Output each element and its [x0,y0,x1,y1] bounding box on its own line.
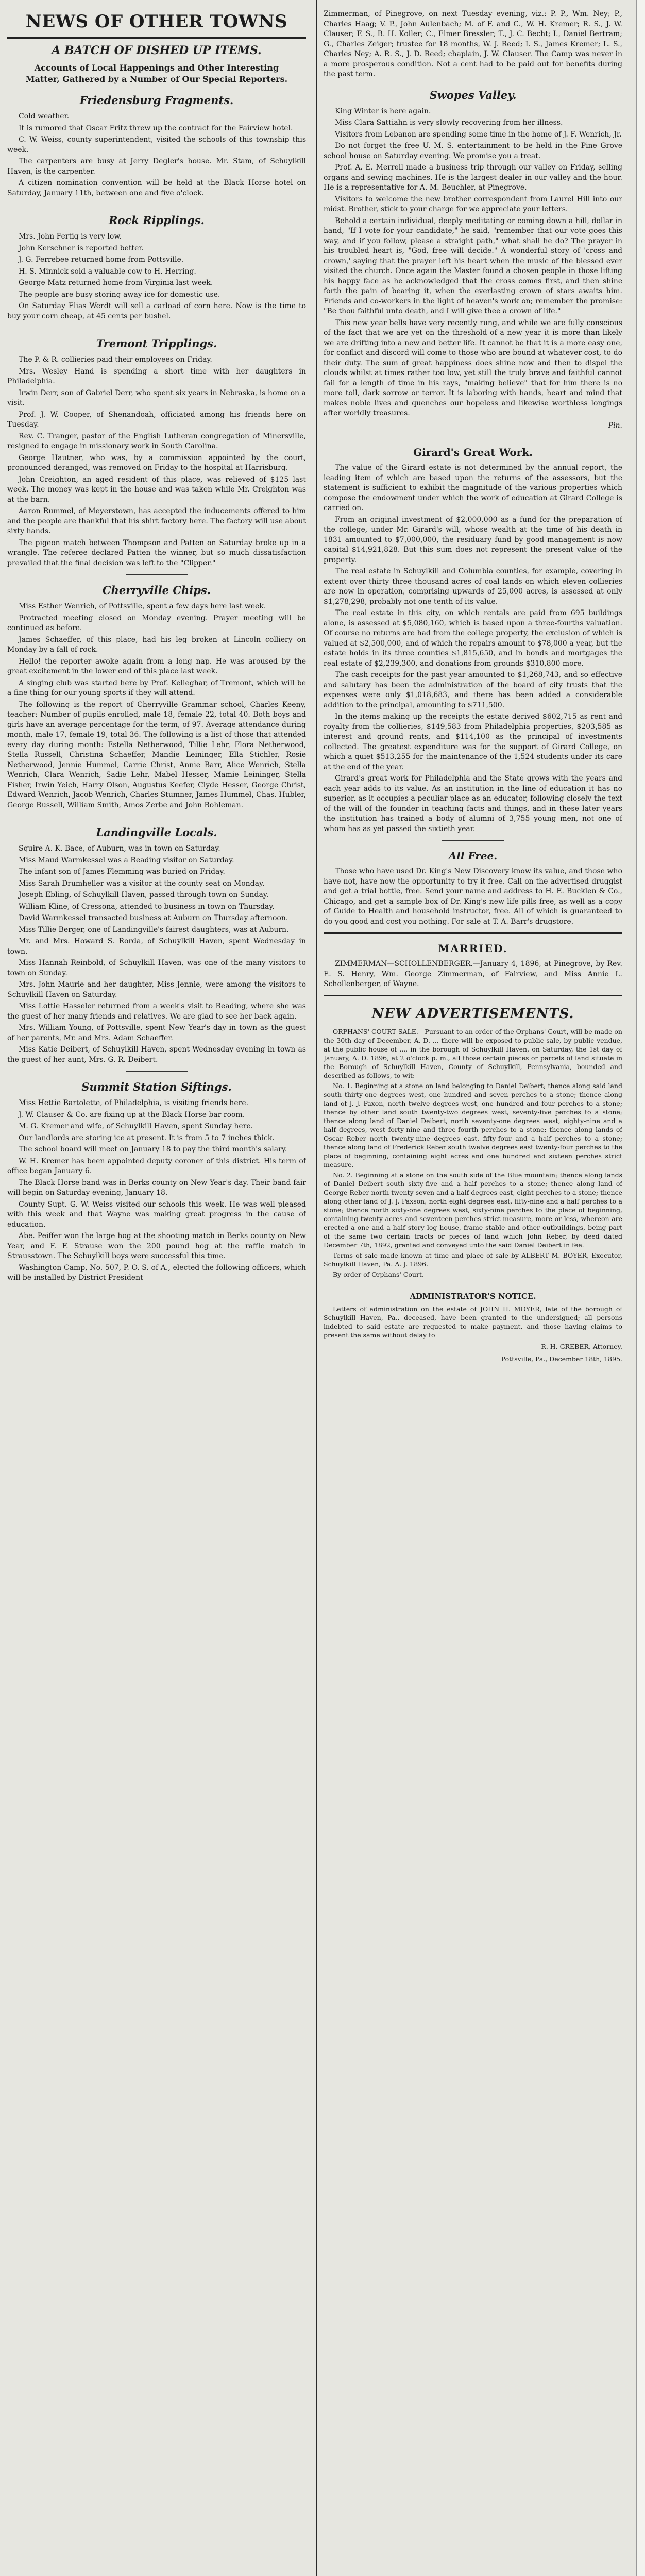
advertisement-paragraph: By order of Orphans' Court. [333,1270,424,1278]
news-item: George Hautner, who was, by a commission appointed by the court, pronounced deranged, was removed on Friday to the hospital at Harrisburg. [7,453,306,472]
article-paragraph: Girard's great work for Philadelphia and the State grows with the years and each year adds to its value. As an institution in the line of education it has no superior, as it occupies a peculiar place as an educator, following closely the text of the will of the founder in teaching facts and things, and in these later years the institution has trained a body of alumni of 3,755 young men, not one of whom has as yet passed the sixtieth year. [324,774,622,833]
swopes-valley-heading: Swopes Valley. [429,88,517,101]
girard-article [324,463,622,834]
news-item: The following is the report of Cherryville Grammar school, Charles Keeny, teacher: Number of pupils enrolled, male 18, female 22, total 40. Both boys and girls have an average percentage for the term, of 97. Average attendance during month, male 17, female 19, total 36. The following is a list of those that attended every day during month: Estella Netherwood, Tillie Lehr, Flora Netherwood, Stella Russell, Christina Schaeffer, Mandie Leininger, Ella Stichler, Rosie Netherwood, Jennie Hummel, Carrie Christ, Annie Barr, Alice Wenrich, Stella Wenrich, Clara Wenrich, Sadie Lehr, Mabel Hesser, Mamie Leininger, Stella Fisher, Irwin Yeich, Harry Olson, Augustus Keefer, Clyde Hesser, George Christ, Edward Wenrich, Jacob Wenrich, Charles Stumner, James Hummel, Chas. Hubler, George Russell, William Smith, Amos Zerbe and John Bohleman. [7,700,306,809]
administrators-notice-text: Letters of administration on the estate of JOHN H. MOYER, late of the borough of Schuylkill Haven, Pa., deceased, have been granted to the undersigned; all persons indebted to said estate are requested to make payment, and those having claims to present the same without delay to [324,1305,622,1339]
article-paragraph: The real estate in this city, on which rentals are paid from 695 buildings alone, is assessed at $5,080,160, which is based upon a three-fourths valuation. Of course no returns are had from the college property, the exclusion of which is valued at $2,500,000, and of which the repairs amount to $78,000 a year, but the estate holds in its three counties $1,815,650, and in bonds and mortgages the real estate of $2,239,300, and donations from grounds $310,800 more. [324,609,622,668]
divider [126,574,188,575]
news-item: William Kline, of Cressona, attended to business in town on Thursday. [19,902,275,911]
advertisement-paragraph: Terms of sale made known at time and place of sale by ALBERT M. BOYER, Executor, Schuylkill Haven, Pa. A. J. 1896. [324,1251,622,1268]
article-paragraph: The cash receipts for the past year amounted to $1,268,743, and so effective and salutary has been the administration of the board of city trusts that the expenses were only $1,018,683, and there has been added a considerable addition to the principal, amounting to $711,500. [324,671,622,709]
news-item: Behold a certain individual, deeply meditating or coming down a hill, dollar in hand, "If I vote for your candidate," he said, "remember that our vote goes this way, and if you follow, please a straight path," what shall he do? The prayer in his troubled heart is, "God, free will decide." A wonderful story of 'cross and crown,' saying that the prayer left his heart when the music of the blessed ever visited the church. Once again the Master found a chosen people in those lifting his happy face as he acknowledged that the cross comes first, and then shine forth the pain of bearing it, when the everlasting crown of stars awaits him. Friends and co-workers in the light of heaven's work on; remember the promise: "Be thou faithful unto death, and I will give thee a crown of life." [324,216,622,315]
news-item: Mrs. John Fertig is very low. [19,232,122,241]
article-paragraph: In the items making up the receipts the estate derived $602,715 as rent and royalty from the collieries, $149,583 from Philadelphia properties, $203,585 as interest and ground rents, and $114,100 as the principal of investments collected. The greatest expenditure was for the support of Girard College, on which a quiet $513,255 for the maintenance of the 1,524 students under its care at the end of the year. [324,713,622,771]
news-item: Irwin Derr, son of Gabriel Derr, who spent six years in Nebraska, is home on a visit. [7,388,306,407]
news-item: Squire A. K. Bace, of Auburn, was in town on Saturday. [19,844,220,853]
news-item: C. W. Weiss, county superintendent, visited the schools of this township this week. [7,135,306,154]
news-item: Joseph Ebling, of Schuylkill Haven, passed through town on Sunday. [19,891,269,899]
news-item: Miss Clara Sattiahn is very slowly recovering from her illness. [335,118,563,127]
new-advertisements-heading: NEW ADVERTISEMENTS. [371,1006,574,1022]
left-column [7,9,306,2576]
married-notice: ZIMMERMAN—SCHOLLENBERGER.—January 4, 1896, at Pinegrove, by Rev. E. S. Henry, Wm. George Zimmerman, of Fairview, and Miss Annie L. Schollenberger, of Wayne. [324,960,622,988]
all-free-text: Those who have used Dr. King's New Discovery know its value, and those who have not, have now the opportunity to try it free. Call on the advertised druggist and get a trial bottle, free. Send your name and address to H. E. Bucklen & Co., Chicago, and get a sample box of Dr. King's new life pills free, as well as a copy of Guide to Health and household instructor, free. All of which is guaranteed to do you good and cost you nothing. For sale at T. A. Barr's drugstore. [324,867,622,926]
news-item: J. W. Clauser & Co. are fixing up at the Black Horse bar room. [19,1110,245,1119]
advertisement-paragraph: ORPHANS' COURT SALE.—Pursuant to an order of the Orphans' Court, will be made on the 30th day of December, A. D. ... there will be exposed to public sale, by public vendue, at the public house of ..., in the borough of Schuylkill Haven, on Saturday, the 1st day of January, A. D. 1896, at 2 o'clock p. m., all those certain pieces or parcels of land situate in the Borough of Schuylkill Haven, County of Schuylkill, Pennsylvania, bounded and described as follows, to wit: [324,1027,622,1079]
news-item: John Kerschner is reported better. [19,244,144,252]
married-heading: MARRIED. [438,942,508,955]
advertisement-paragraph: No. 2. Beginning at a stone on the south side of the Blue mountain; thence along lands of Daniel Deibert south sixty-five and a half perches to a stone; thence along land of George Reber north twenty-seven and a half degrees east, eight perches to a stone; thence along other land of J. J. Paxson, north eight degrees east, fifty-nine and a half perches to a stone; thence north sixty-one degrees west, sixty-nine perches to the place of beginning, containing twenty acres and seventeen perches strict measure, more or less, whereon are erected a one and a half story log house, frame stable and other outbuildings, being part of the same two certain tracts or pieces of land which John Reber, by deed dated December 7th, 1892, granted and conveyed unto the said Daniel Deibert in fee. [324,1171,622,1249]
news-item: It is rumored that Oscar Fritz threw up the contract for the Fairview hotel. [19,124,293,132]
news-item: The people are busy storing away ice for domestic use. [19,290,220,299]
news-item: Our landlords are storing ice at present. It is from 5 to 7 inches thick. [19,1133,275,1142]
news-item: The Black Horse band was in Berks county on New Year's day. Their band fair will begin on Saturday evening, January 18. [7,1178,306,1197]
deck-subheadline: Accounts of Local Happenings and Other Interesting Matter, Gathered by a Number of Our Special Reporters. [25,63,288,84]
news-item: Miss Maud Warmkessel was a Reading visitor on Saturday. [19,856,234,865]
news-item: A citizen nomination convention will be held at the Black Horse hotel on Saturday, January 11th, between one and five o'clock. [7,179,306,197]
news-item: Aaron Rummel, of Meyerstown, has accepted the inducements offered to him and the people are thankful that his shirt factory here. The factory will use about sixty hands. [7,507,306,535]
news-item: David Warmkessel transacted business at Auburn on Thursday afternoon. [19,914,288,922]
section-heading: Tremont Tripplings. [96,337,217,350]
news-item: Miss Hannah Reinbold, of Schuylkill Haven, was one of the many visitors to town on Sunday. [7,959,306,977]
news-item: George Matz returned home from Virginia last week. [19,279,213,287]
section-heading: Landingville Locals. [96,826,217,839]
news-item: The carpenters are busy at Jerry Degler's house. Mr. Stam, of Schuylkill Haven, is the carpenter. [7,157,306,176]
section-heading: Cherryville Chips. [102,584,211,597]
column-rule [316,0,317,2576]
news-item: Mr. and Mrs. Howard S. Rorda, of Schuylkill Haven, spent Wednesday in town. [7,937,306,956]
news-item: Miss Katie Deibert, of Schuylkill Haven, spent Wednesday evening in town as the guest of her aunt, Mrs. G. R. Deibert. [7,1045,306,1064]
article-paragraph: From an original investment of $2,000,000 as a fund for the preparation of the college, under Mr. Girard's will, whose wealth at the time of his death in 1831 amounted to $7,000,000, the residuary fund by good management is now capital $14,921,828. But this sum does not represent the present value of the property. [324,515,622,564]
masthead: NEWS OF OTHER TOWNS [25,11,288,32]
news-item: W. H. Kremer has been appointed deputy coroner of this district. His term of office began January 6. [7,1157,306,1175]
news-item: Miss Hettie Bartolette, of Philadelphia, is visiting friends here. [19,1099,249,1107]
news-item: Prof. J. W. Cooper, of Shenandoah, officiated among his friends here on Tuesday. [7,410,306,429]
news-item: The school board will meet on January 18 to pay the third month's salary. [19,1145,287,1154]
divider [324,932,622,934]
orphans-court-sale [324,1027,622,1279]
news-item: On Saturday Elias Werdt will sell a carload of corn here. Now is the time to buy your corn cheap, at 45 cents per bushel. [7,302,306,320]
news-item: M. G. Kremer and wife, of Schuylkill Haven, spent Sunday here. [19,1122,253,1130]
news-item: John Creighton, an aged resident of this place, was relieved of $125 last week. The money was kept in the house and was taken while Mr. Creighton was at the barn. [7,475,306,504]
news-item: Miss Lottie Hasseler returned from a week's visit to Reading, where she was the guest of her many friends and relatives. We are glad to see her back again. [7,1002,306,1021]
news-item: Miss Tillie Berger, one of Landingville's fairest daughters, was at Auburn. [19,925,289,934]
news-item: Abe. Peiffer won the large hog at the shooting match in Berks county on New Year, and F. F. Strause won the 200 pound hog at the raffle match in Strausstown. The Schuylkill boys were successful this time. [7,1232,306,1260]
divider [126,1071,188,1072]
advertisement-paragraph: No. 1. Beginning at a stone on land belonging to Daniel Deibert; thence along said land south thirty-one degrees west, one hundred and seven perches to a stone; thence along land of J. J. Paxon, north twelve degrees west, one hundred and four perches to a stone; thence by other land south twenty-two degrees west, seventy-five perches to a stone; thence along land of Daniel Deibert, north seventy-one degrees west, eighty-nine and a half degrees, west forty-nine and three-fourth perches to a stone; thence along lands of Oscar Reber north twenty-nine degrees east, fifty-four and a half perches to a stone; thence along land of Frederick Reber south twelve degrees east twenty-four perches to the place of beginning, containing eight acres and one hundred and sixteen perches strict measure. [324,1081,622,1168]
news-item: Cold weather. [19,112,70,121]
news-item: Hello! the reporter awoke again from a long nap. He was aroused by the great excitement in the lower end of this place last week. [7,657,306,675]
page-edge [636,0,645,2576]
news-item: This new year bells have very recently rung, and while we are fully conscious of the fact that we are yet on the threshold of a new year it is more than likely we are drifting into a new and better life. It cannot be that it is a more easy one, for conflict and discord will come to those who are bound at whatever cost, to do their duty. The sum of great happiness does shine now and then to dispel the clouds whilst at times rather too low, yet still the truly brave and faithful cannot fail for a length of time in his rays, "making believe" that for him there is no more toil, dark sorrow or terror. It is laboring with hands, heart and mind that makes noble lives and quenches our hopeless and likewise worthless longings after worldly treasures. [324,318,622,417]
news-item: James Schaeffer, of this place, had his leg broken at Lincoln colliery on Monday by a fall of rock. [7,635,306,654]
news-item: Rev. C. Tranger, pastor of the English Lutheran congregation of Minersville, resigned to engage in missionary work in South Carolina. [7,432,306,450]
news-item: County Supt. G. W. Weiss visited our schools this week. He was well pleased with this week and that Wayne was making great progress in the cause of education. [7,1200,306,1229]
news-item: Visitors from Lebanon are spending some time in the home of J. F. Wenrich, Jr. [335,130,622,139]
divider [324,995,622,996]
camp-officers-text: Zimmerman, of Pinegrove, on next Tuesday evening, viz.: P. P., Wm. Ney; P., Charles Haag; V. P., John Aulenbach; M. of F. and C., W. H. Kremer; R. S., J. W. Clauser; F. S., B. H. Koller; C., Elmer Bressler; T., J. C. Becht; I., Daniel Bertram; G., Charles Zeiger; trustee for 18 months, W. J. Reed; I. S., James Kremer; L. S., Charles Ney; A. R. S., J. D. Reed; chaplain, J. W. Clauser. The Camp was never in a more prosperous condition. Not a cent had to be paid out for benefits during the past term. [324,10,622,78]
article-paragraph: The real estate in Schuylkill and Columbia counties, for example, covering in extent over thirty three thousand acres of coal lands on which eleven collieries are now in operation, comprising upwards of 25,000 acres, is assessed at only $1,278,298, probably not one tenth of its value. [324,567,622,606]
article-paragraph: The value of the Girard estate is not determined by the annual report, the leading item of which are based upon the returns of the assessors, but the statement is sufficient to exhibit the magnitude of the various properties which compose the endowment under which the work of education at Girard College is carried on. [324,464,622,512]
news-item: Protracted meeting closed on Monday evening. Prayer meeting will be continued as before. [7,614,306,632]
news-item: Mrs. William Young, of Pottsville, spent New Year's day in town as the guest of her parents, Mr. and Mrs. Adam Schaeffer. [7,1024,306,1042]
news-item: Mrs. Wesley Hand is spending a short time with her daughters in Philadelphia. [7,367,306,385]
masthead-rule [7,37,306,39]
administrators-notice-heading: ADMINISTRATOR'S NOTICE. [410,1291,536,1301]
news-item: King Winter is here again. [335,107,431,115]
section-heading: Rock Ripplings. [109,214,205,227]
news-item: Do not forget the free U. M. S. entertainment to be held in the Pine Grove school house on Saturday evening. We promise you a treat. [324,142,622,160]
administrators-notice-date: Pottsville, Pa., December 18th, 1895. [501,1354,622,1363]
divider [442,840,504,841]
news-item: Miss Esther Wenrich, of Pottsville, spent a few days here last week. [19,602,266,611]
news-item: The P. & R. collieries paid their employees on Friday. [19,355,212,364]
news-item: H. S. Minnick sold a valuable cow to H. Herring. [19,267,196,276]
news-item: A singing club was started here by Prof. Kelleghar, of Tremont, which will be a fine thing for our young sports if they will attend. [7,679,306,697]
local-news-sections [7,93,306,1283]
news-item: Miss Sarah Drumheller was a visitor at the county seat on Monday. [19,879,265,888]
section-heading: Friedensburg Fragments. [79,94,234,107]
news-item: Visitors to welcome the new brother correspondent from Laurel Hill into our midst. Brother, stick to your charge for we appreciate your letters. [324,195,622,213]
news-item: Prof. A. E. Merrell made a business trip through our valley on Friday, selling organs and sewing machines. He is the largest dealer in our valley and the hour. He is a representative for A. M. Beuchler, at Pinegrove. [324,163,622,192]
news-item: J. G. Ferrebee returned home from Pottsville. [19,256,184,264]
girard-heading: Girard's Great Work. [413,446,533,459]
swopes-signature: Pin. [608,421,622,430]
deck-headline: A BATCH OF DISHED UP ITEMS. [52,44,262,57]
all-free-heading: All Free. [448,850,498,862]
right-column [324,9,622,2576]
section-heading: Summit Station Siftings. [81,1080,232,1093]
news-item: Washington Camp, No. 507, P. O. S. of A., elected the following officers, which will be installed by District President [7,1263,306,1282]
news-item: The infant son of James Flemming was buried on Friday. [19,868,225,876]
news-item: The pigeon match between Thompson and Patten on Saturday broke up in a wrangle. The referee declared Patten the winner, but so much dissatisfaction prevailed that the final decision was left to the "Clipper." [7,538,306,567]
administrators-notice-attorney: R. H. GREBER, Attorney. [541,1343,622,1350]
swopes-valley-items [324,107,622,419]
news-item: Mrs. John Maurie and her daughter, Miss Jennie, were among the visitors to Schuylkill Haven on Saturday. [7,980,306,999]
